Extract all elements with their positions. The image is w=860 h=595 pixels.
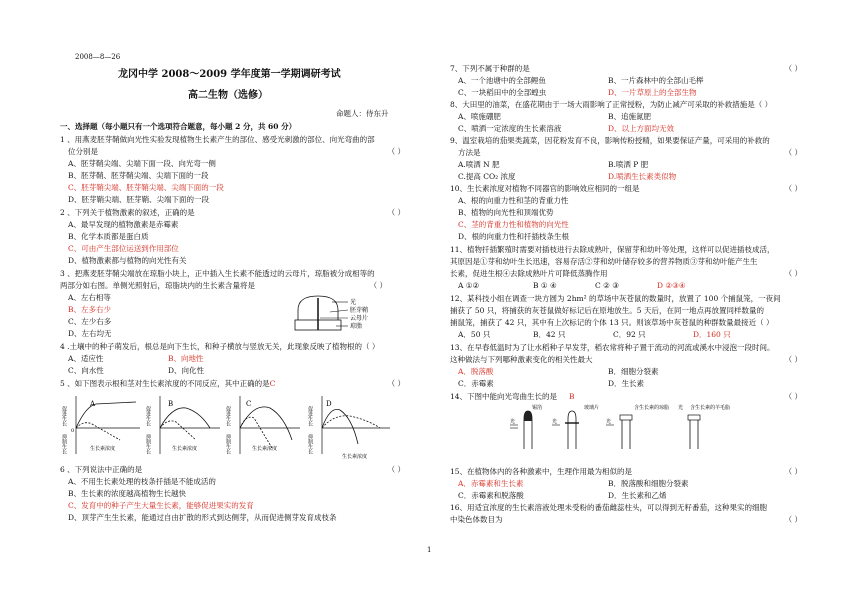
q5-panel-c [225, 396, 300, 455]
q5-panel-d [307, 396, 390, 460]
panel-label: B [168, 400, 174, 408]
svg-text:促进生长: 促进生长 [307, 406, 313, 426]
option-b: B.喷洒 P 肥 [608, 160, 649, 169]
option-c: C、喷洒一定浓度的生长素溶液 [458, 124, 562, 133]
question-4 [60, 341, 415, 377]
option-d: D、胚芽鞘尖端、胚芽鞘、尖端下面的一段 [68, 195, 210, 204]
question-stem-cont: 两部分如右图。单侧光照射后，琼脂块内的生长素含量将是 [60, 281, 255, 290]
question-16 [450, 502, 812, 526]
question-stem: 6 、下列说法中正确的是 [60, 465, 143, 474]
option-a: A、左右相等 [68, 293, 111, 302]
option-c: C．92 只 [613, 330, 646, 339]
q14-setup-b [552, 404, 599, 449]
answer-paren: （ ） [784, 64, 802, 73]
question-stem: 14、下图中能向光弯曲生长的是 [450, 392, 558, 401]
option-c: C、可由产生部位运送到作用部位 [68, 244, 179, 253]
question-stem: 13、在早春低温时为了让水稻种子早发芽，稻农常将种子置于流动的河流或溪水中浸泡一段时间。 [450, 343, 775, 352]
answer-paren: （ ） [784, 515, 802, 524]
question-10 [450, 183, 812, 243]
question-stem: 12、某科技小组在调查一块方圆为 2hm² 的草场中灰苍鼠的数量时，放置了 100 个捕鼠笼，一夜间 [450, 294, 781, 303]
svg-text:锡箔: 锡箔 [532, 405, 543, 411]
question-stem: 10、生长素浓度对植物不同器官的影响效应相同的一组是 [450, 184, 640, 193]
option-b: B、左多右少 [68, 305, 112, 314]
option-c: C、向水性 [68, 366, 104, 375]
q5-panel-b [145, 396, 220, 455]
question-9 [450, 135, 812, 183]
option-c: C、左少右多 [68, 317, 112, 326]
question-stem-cont: 其原因是①芽和幼叶生长迅速，容易存活②芽和幼叶储存较多的营养物质③芽和幼叶能产生生 [450, 257, 758, 266]
question-stem-cont2: 长素，促进生根④去除成熟叶片可降低蒸腾作用 [450, 269, 608, 278]
question-14 [450, 391, 812, 403]
answer-paren: （ ） [387, 379, 405, 388]
svg-text:抑制生长: 抑制生长 [225, 434, 231, 454]
option-a: A．赤霉素和生长素 [458, 479, 524, 488]
option-a: A、根的向重力性和茎的背重力性 [458, 196, 569, 205]
option-a: A、不用生长素处理的枝条扦插是不能成活的 [68, 477, 216, 486]
option-d: D ②③④ [657, 281, 686, 290]
question-stem: 3 、把燕麦胚芽鞘尖端放在琼脂小块上，正中插入生长素不能透过的云母片，琼脂被分成相等的 [60, 269, 375, 278]
option-c: C.提高 CO₂ 浓度 [458, 172, 516, 181]
q14-setup-d [678, 404, 730, 449]
question-stem-cont2: 捕鼠笼，捕获了 42 只，其中有上次标记的个体 13 只。则该草场中灰苍鼠的种群数量最接近（ ） [450, 318, 774, 327]
svg-text:光: 光 [606, 419, 612, 425]
question-stem: 16、用适宜浓度的生长素溶液处理未受粉的番茄雌蕊柱头，可以得到无籽番茄，这种果实的细胞 [450, 503, 768, 512]
svg-text:光: 光 [510, 419, 516, 425]
option-d: D、植物激素都与植物的向光性有关 [68, 256, 187, 265]
option-b: B、向地性 [168, 354, 204, 363]
svg-text:抑制生长: 抑制生长 [307, 434, 313, 454]
label-coleoptile: 胚芽鞘 [350, 307, 369, 314]
question-stem-cont: 中染色体数目为 [450, 515, 503, 524]
option-b: B．细胞分裂素 [608, 367, 659, 376]
option-a: A ①② [458, 281, 480, 290]
svg-text:促进生长: 促进生长 [225, 406, 231, 426]
option-d: D.喷洒生长素类似物 [608, 172, 677, 181]
svg-text:促进生长: 促进生长 [61, 406, 67, 426]
option-b: B、植物的向光性和顶端优势 [458, 208, 554, 217]
panel-label: A [90, 400, 96, 408]
svg-text:生长素浓度: 生长素浓度 [342, 454, 368, 460]
q14-figure [510, 403, 750, 453]
question-stem-cont: 捕获了 50 只，将捕获的灰苍鼠做好标记后在原地放生。5 天后，在同一地点再放置同样数量的 [450, 306, 764, 315]
svg-text:含生长素的羊毛脂: 含生长素的羊毛脂 [690, 405, 731, 411]
option-d: D、左右均无 [68, 329, 112, 338]
option-a: A、一个池塘中的全部鲤鱼 [458, 76, 546, 85]
q5-figure [60, 392, 410, 462]
option-d: D、以上方面均无效 [608, 124, 675, 133]
question-15 [450, 466, 812, 502]
answer-paren: （ ） [784, 467, 802, 476]
option-c: C、一块稻田中的全部蝗虫 [458, 88, 547, 97]
option-a: A、适应性 [68, 354, 104, 363]
question-stem: 11、植物扦插繁殖时需要对插枝进行去除成熟叶，保留芽和幼叶等处理，这样可以促进插枝成活， [450, 245, 775, 254]
exam-subtitle: 高二生物（选修） [188, 90, 268, 101]
label-mica: 云母片 [350, 315, 369, 322]
exam-title: 龙冈中学 2008～2009 学年度第一学期调研考试 [118, 69, 341, 80]
svg-text:抑制生长: 抑制生长 [145, 434, 151, 454]
option-b: B、一片森林中的全部山毛榉 [608, 76, 704, 85]
option-b: B．脱落酸和细胞分裂素 [608, 479, 689, 488]
answer-mark: B [569, 392, 575, 401]
question-1 [60, 134, 415, 206]
option-c: C．赤霉素 [458, 379, 494, 388]
option-d: D．160 只 [693, 330, 731, 339]
exam-date: 2008—8—26 [75, 53, 121, 61]
question-stem-cont: 方法是 [458, 148, 481, 157]
question-8 [450, 99, 812, 135]
option-a: A、胚芽鞘尖端、尖端下面一段、向光弯一侧 [68, 159, 216, 168]
option-d: D、向化性 [168, 366, 205, 375]
answer-paren: （ ） [369, 281, 387, 290]
q3-figure [292, 290, 372, 338]
option-b: B ① ④ [533, 281, 557, 290]
option-a: A、喷施硼肥 [458, 112, 501, 121]
q5-panel-a [61, 396, 140, 455]
answer-paren: （ ） [387, 208, 405, 217]
option-a: A.喷洒 N 肥 [458, 160, 500, 169]
option-d: D、顶芽产生生长素，能通过自由扩散的形式到达侧芽，从而促进侧芽发育成枝条 [68, 513, 337, 522]
question-stem: 9、温室栽培的茄果类蔬菜，因花粉发育不良，影响传粉授精，如果要保证产量，可采用的补救的 [450, 136, 770, 145]
label-light: 光 [350, 299, 357, 306]
option-d: D、根的向重力性和扦插枝条生根 [458, 232, 570, 241]
question-12 [450, 293, 812, 341]
option-a: A．脱落酸 [458, 367, 494, 376]
option-c: C．赤霉素和脱落酸 [458, 491, 524, 500]
panel-label: D [326, 400, 332, 408]
question-stem: 1 、用燕麦胚芽鞘做向光性实验发现植物生长素产生的部位、感受光刺激的部位、向光弯曲的部 [60, 135, 375, 144]
page-number: 1 [427, 546, 432, 554]
svg-text:生长素浓度: 生长素浓度 [252, 446, 278, 452]
option-d: D．生长素 [608, 379, 645, 388]
q14-setup-c [606, 404, 669, 449]
q14-setup-a [510, 404, 542, 449]
svg-text:光: 光 [552, 419, 558, 425]
answer-paren: （ ） [784, 269, 802, 278]
exam-author: 命题人：侍东升 [336, 109, 389, 118]
svg-text:0: 0 [71, 428, 75, 434]
question-stem: 4 .土壤中的种子萌发后，根总是向下生长，和种子横放与竖放无关，此现象反映了植物根的（ ） [60, 342, 380, 351]
answer-paren: （ ） [784, 148, 802, 157]
option-a: A、最早发现的植物激素是赤霉素 [68, 220, 179, 229]
option-c: C、胚芽鞘尖端、胚芽鞘尖端、尖端下面的一段 [68, 183, 224, 192]
question-13 [450, 342, 812, 390]
question-stem: 8、大田里的油菜，在盛花期由于一场大雨影响了正常授粉，为防止减产可采取的补救措施是（ ） [450, 100, 773, 109]
svg-text:促进生长: 促进生长 [145, 406, 151, 426]
question-stem: 15、在植物体内的各种激素中，生理作用最为相似的是 [450, 467, 633, 476]
question-stem-cont: 位分别是 [68, 147, 98, 156]
svg-text:抑制生长: 抑制生长 [61, 434, 67, 454]
option-b: B、胚芽鞘、胚芽鞘尖端、尖端下面的一段 [68, 171, 209, 180]
option-c: C、发育中的种子产生大量生长素，能够促进果实的发育 [68, 501, 254, 510]
question-11 [450, 244, 812, 292]
option-c: C ② ③ [595, 281, 619, 290]
option-b: B、生长素的浓度越高植物生长越快 [68, 489, 187, 498]
option-b: B．42 只 [533, 330, 566, 339]
question-5 [60, 378, 415, 390]
question-7 [450, 63, 812, 99]
question-6 [60, 464, 415, 524]
option-b: B、追施氮肥 [608, 112, 652, 121]
svg-text:玻璃片: 玻璃片 [584, 405, 600, 411]
question-2 [60, 207, 415, 267]
answer-paren: （ ） [387, 465, 405, 474]
answer-paren: （ ） [784, 355, 802, 364]
panel-label: C [246, 400, 252, 408]
svg-text:生长素浓度: 生长素浓度 [172, 446, 198, 452]
svg-text:光: 光 [678, 405, 684, 411]
label-agar: 琼脂 [350, 323, 363, 330]
option-d: D、一片草原上的全部生物 [608, 88, 697, 97]
option-a: A．50 只 [458, 330, 491, 339]
section-heading: 一、选择题（每小题只有一个选项符合题意，每小题 2 分，共 60 分） [60, 122, 297, 131]
answer-mark: C [269, 379, 276, 388]
question-stem: 5 、如下图表示根和茎对生长素浓度的不同反应，其中正确的是 [60, 379, 270, 388]
option-b: B、化学本质都是蛋白质 [68, 232, 149, 241]
question-stem-cont: 这种做法与下列哪种激素变化的相关性最大 [450, 355, 593, 364]
svg-text:生长素浓度: 生长素浓度 [90, 446, 116, 452]
answer-paren: （ ） [387, 147, 405, 156]
answer-paren: （ ） [784, 392, 802, 401]
question-stem: 7、下列不属于种群的是 [450, 64, 530, 73]
question-stem: 2 、下列关于植物激素的叙述，正确的是 [60, 208, 195, 217]
option-c: C、茎的背重力性和植物的向光性 [458, 220, 569, 229]
answer-paren: （ ） [784, 184, 802, 193]
option-d: D．生长素和乙烯 [608, 491, 667, 500]
svg-text:含生长素的琼脂: 含生长素的琼脂 [634, 405, 670, 411]
